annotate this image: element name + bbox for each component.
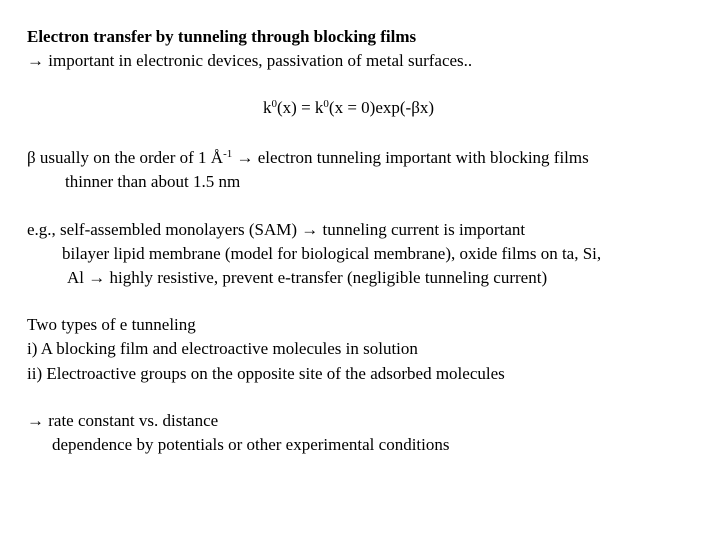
intro-line: → important in electronic devices, passivation of metal surfaces..: [27, 51, 473, 70]
equation-sup-1: 0: [271, 98, 277, 110]
beta-line-2: thinner than about 1.5 nm: [65, 172, 241, 191]
eg-line-2: bilayer lipid membrane (model for biological membrane), oxide films on ta, Si,: [62, 244, 602, 263]
beta-line-1: [27, 148, 589, 168]
beta-post: → electron tunneling important with blocking films: [232, 148, 589, 167]
equation-sup-2: 0: [323, 98, 329, 110]
equation-end: (x = 0)exp(-βx): [328, 98, 435, 117]
beta-pre: β usually on the order of 1 Å: [27, 148, 224, 167]
rate-line-1: → rate constant vs. distance: [27, 411, 219, 430]
equation-mid: (x) = k: [277, 98, 324, 117]
eg-line-3: Al → highly resistive, prevent e-transfer (negligible tunneling current): [67, 268, 548, 287]
type-item-1: i) A blocking film and electroactive molecules in solution: [27, 339, 418, 358]
slide-title: Electron transfer by tunneling through blocking films: [27, 27, 417, 46]
equation: [263, 98, 434, 118]
equation-k: k: [263, 98, 272, 117]
beta-sup: -1: [223, 148, 233, 160]
eg-line-1: e.g., self-assembled monolayers (SAM) → tunneling current is important: [27, 220, 526, 239]
type-item-2: ii) Electroactive groups on the opposite site of the adsorbed molecules: [27, 364, 505, 383]
types-heading: Two types of e tunneling: [27, 315, 196, 334]
rate-line-2: dependence by potentials or other experimental conditions: [52, 435, 450, 454]
